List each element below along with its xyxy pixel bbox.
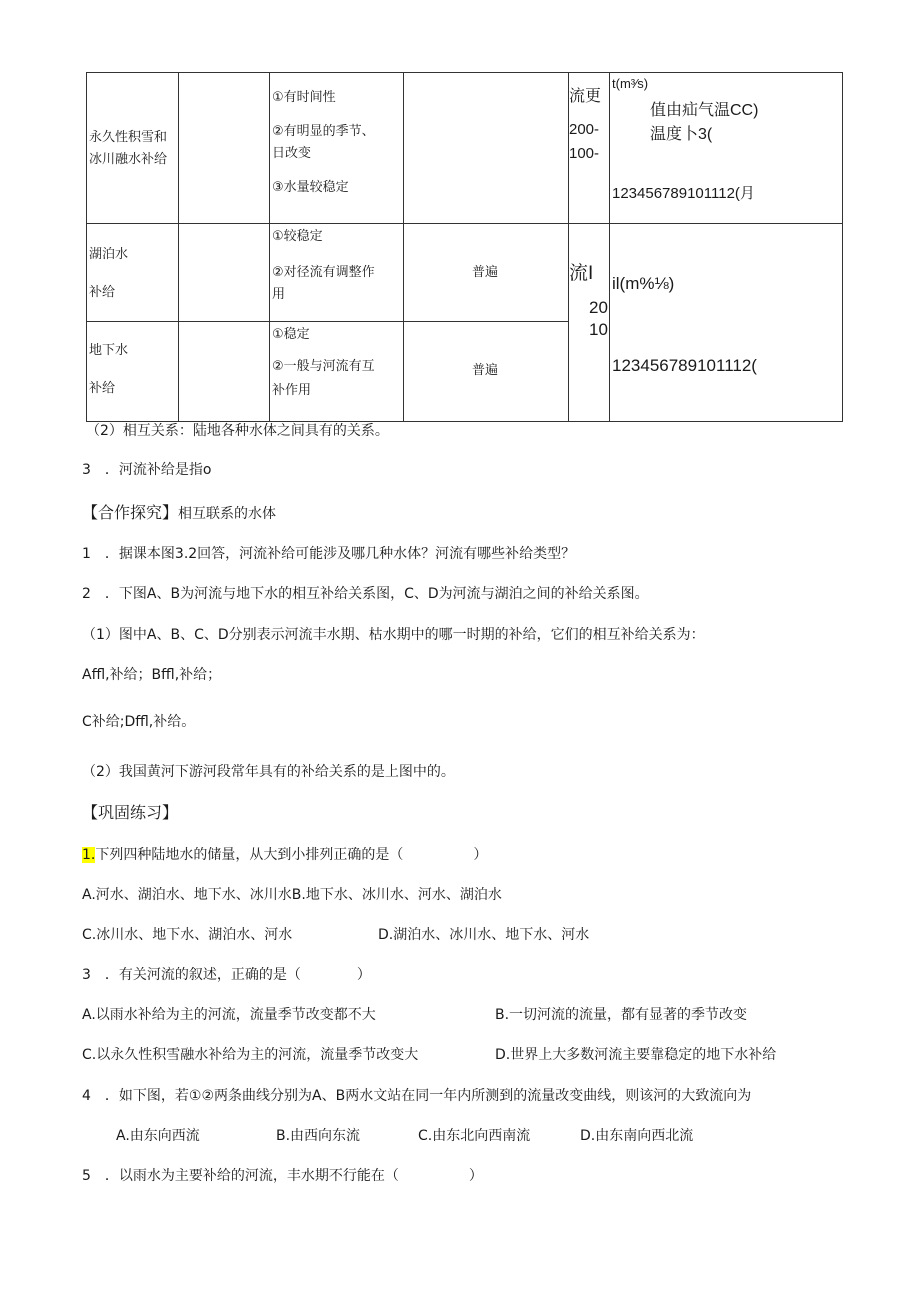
chart-tick: 10 xyxy=(589,320,608,339)
practice-title: 【巩固练习】 xyxy=(82,803,179,822)
chart-y-label: 流更 xyxy=(569,88,602,105)
feature-item-part: 用 xyxy=(272,287,286,302)
practice-question-3: 3 ．有关河流的叙述，正确的是（ ） xyxy=(82,967,371,983)
coop-question-2-2: （2）我国黄河下游河段常年具有的补给关系的是上图中的。 xyxy=(82,764,455,780)
region-text: 普遍 xyxy=(472,363,499,378)
feature-item: ③水量较稳定 xyxy=(272,180,349,195)
option-c: C.以永久性积雪融水补给为主的河流，流量季节改变大 xyxy=(82,1047,419,1063)
empty-cell xyxy=(179,224,270,322)
coop-question-1: 1 ．据课本图3.2回答，河流补给可能涉及哪几种水体？河流有哪些补给类型？ xyxy=(82,546,576,562)
type-line: 补给 xyxy=(89,285,116,300)
chart-x-ticks: 123456789101112(月 xyxy=(612,185,755,202)
option-b: B.由西向东流 xyxy=(276,1128,361,1144)
chart-y-label: 流I xyxy=(569,263,594,284)
feature-item-part: ②一般与河流有互 xyxy=(272,359,375,374)
type-cell xyxy=(87,224,179,322)
option-a: A.以雨水补给为主的河流，流量季节改变都不大 xyxy=(82,1007,376,1023)
feature-item-part: 日改变 xyxy=(272,146,312,161)
table-row xyxy=(87,224,843,322)
type-line: 地下水 xyxy=(89,343,129,358)
feature-item: ①较稳定 xyxy=(272,229,323,244)
chart-tick: 200- xyxy=(569,121,600,138)
option-d: D.由东南向西北流 xyxy=(580,1128,694,1144)
coop-heading xyxy=(82,500,276,523)
feature-item-part: 补作用 xyxy=(272,383,312,398)
chart-cell xyxy=(610,73,843,224)
question-text: 下列四种陆地水的储量，从大到小排列正确的是（ ） xyxy=(95,847,488,863)
option-c: C.由东北向西南流 xyxy=(418,1128,531,1144)
section-title: 【合作探究】 xyxy=(82,503,179,522)
chart-cell xyxy=(610,224,843,422)
practice-question-5: 5 ．以雨水为主要补给的河流，丰水期不行能在（ ） xyxy=(82,1168,483,1184)
answer-line-cd: C补给;Dffl,补给。 xyxy=(82,714,196,730)
option-d: D.湖泊水、冰川水、地下水、河水 xyxy=(378,927,590,943)
section-subtitle: 相互联系的水体 xyxy=(178,506,277,522)
chart-x-ticks: 123456789101112( xyxy=(612,356,757,375)
relation-line: （2）相互关系：陆地各种水体之间具有的关系。 xyxy=(86,423,389,439)
answer-line-ab: Affl,补给；Bffl,补给； xyxy=(82,667,222,683)
region-text: 普遍 xyxy=(472,265,499,280)
type-line: 永久性积雪和 xyxy=(89,130,168,145)
option-c: C.冰川水、地下水、湖泊水、河水 xyxy=(82,927,293,943)
table-row xyxy=(87,73,843,224)
type-cell xyxy=(87,322,179,422)
chart-legend: 温度卜3( xyxy=(650,126,713,143)
chart-unit: il(m%⅛) xyxy=(612,274,675,293)
feature-item: ①有时间性 xyxy=(272,90,336,105)
features-cell xyxy=(270,224,404,322)
option-d: D.世界上大多数河流主要靠稳定的地下水补给 xyxy=(495,1047,777,1063)
chart-tick: 100- xyxy=(569,145,600,162)
empty-cell xyxy=(179,322,270,422)
chart-tick: 20 xyxy=(589,298,608,317)
features-cell xyxy=(270,73,404,224)
water-supply-table xyxy=(86,72,843,422)
feature-item: ①稳定 xyxy=(272,327,310,342)
chart-axis-cell xyxy=(569,73,610,224)
practice-question-1 xyxy=(82,844,487,864)
options-ab: A.河水、湖泊水、地下水、冰川水B.地下水、冰川水、河水、湖泊水 xyxy=(82,887,502,903)
empty-cell xyxy=(179,73,270,224)
feature-item-part: ②对径流有调整作 xyxy=(272,265,375,280)
coop-question-2-1: （1）图中A、B、C、D分别表示河流丰水期、枯水期中的哪一时期的补给，它们的相互补给关系为： xyxy=(82,627,705,643)
region-cell xyxy=(404,224,569,322)
option-a: A.由东向西流 xyxy=(116,1128,200,1144)
chart-axis-cell xyxy=(569,224,610,422)
type-cell xyxy=(87,73,179,224)
coop-question-2: 2 ．下图A、B为河流与地下水的相互补给关系图，C、D为河流与湖泊之间的补给关系图。 xyxy=(82,586,649,602)
region-cell xyxy=(404,322,569,422)
chart-unit: t(m³⁄s) xyxy=(612,76,649,91)
question-number: 1. xyxy=(82,847,96,863)
question-river-supply: 3 ．河流补给是指o xyxy=(82,462,212,478)
type-line: 冰川融水补给 xyxy=(89,152,168,167)
region-cell xyxy=(404,73,569,224)
type-line: 湖泊水 xyxy=(89,247,129,262)
chart-legend: 值由疝气温CC) xyxy=(650,102,759,119)
type-line: 补给 xyxy=(89,381,116,396)
features-cell xyxy=(270,322,404,422)
option-b: B.一切河流的流量，都有显著的季节改变 xyxy=(495,1007,748,1023)
feature-item-part: ②有明显的季节、 xyxy=(272,124,375,139)
practice-question-4: 4 ．如下图，若①②两条曲线分别为A、B两水文站在同一年内所测到的流量改变曲线，则该河的大致流向为 xyxy=(82,1088,752,1104)
